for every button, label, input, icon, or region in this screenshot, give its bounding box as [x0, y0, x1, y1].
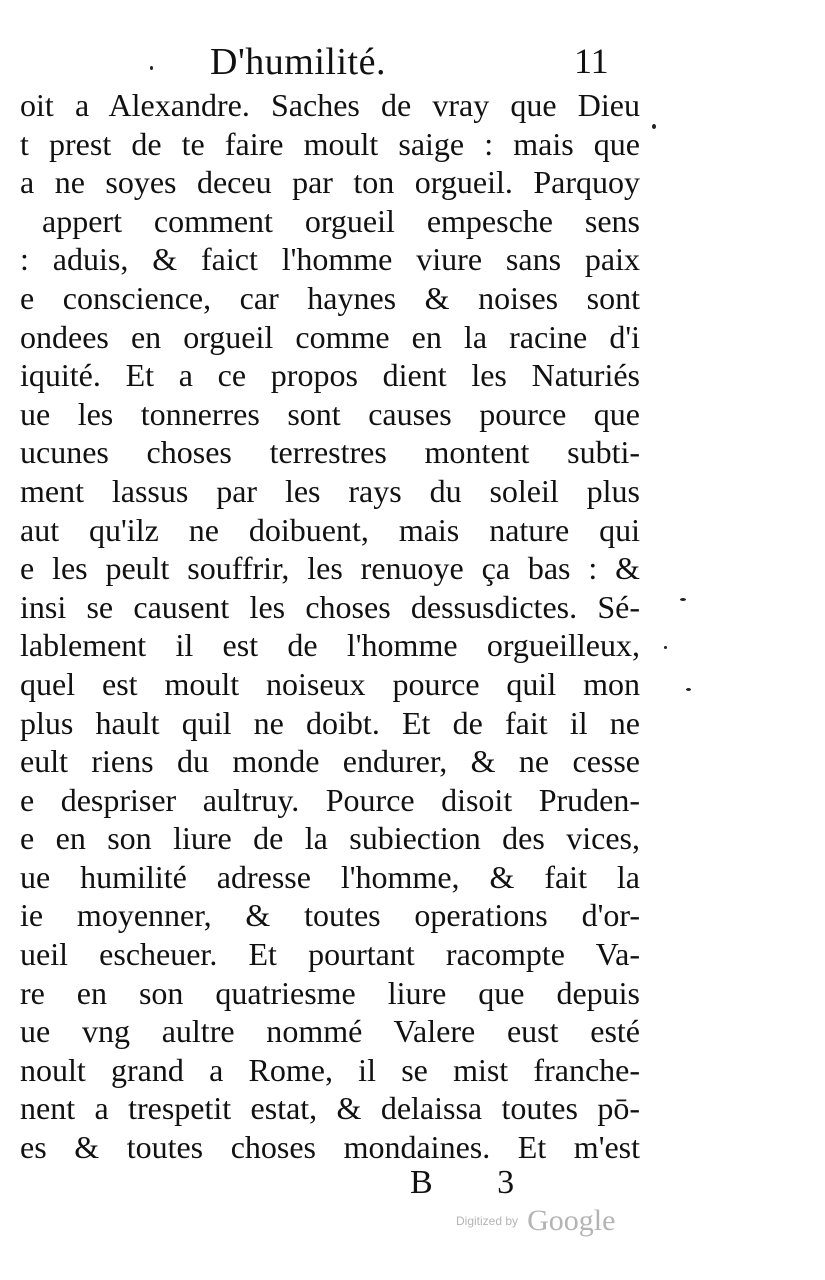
text-line: re en son quatriesme liure que depuis — [20, 974, 640, 1011]
text-line: lablement il est de l'homme orgueilleux, — [20, 627, 640, 664]
text-line: e conscience, car haynes & noises sont — [20, 279, 640, 316]
text-line: e en son liure de la subiection des vices, — [20, 820, 640, 857]
text-line: ie moyenner, & toutes operations d'or- — [20, 897, 640, 934]
body-text — [20, 86, 640, 1167]
text-line: ue humilité adresse l'homme, & fait la — [20, 858, 640, 895]
signature-mark: B 3 — [410, 1164, 543, 1201]
text-line: ueil escheuer. Et pourtant racompte Va- — [20, 936, 640, 973]
text-line: ondees en orgueil comme en la racine d'i — [20, 318, 640, 355]
text-line: oit a Alexandre. Saches de vray que Dieu — [20, 87, 640, 123]
text-line: e despriser aultruy. Pource disoit Pruden- — [20, 781, 640, 818]
digitized-watermark — [456, 1204, 615, 1238]
text-line: aut qu'ilz ne doibuent, mais nature qui — [20, 511, 640, 548]
digitized-prefix: Digitized by — [456, 1214, 519, 1228]
text-line: ue les tonnerres sont causes pource que — [20, 395, 640, 432]
ink-speck — [652, 124, 656, 129]
text-line: ue vng aultre nommé Valere eust esté — [20, 1013, 640, 1050]
text-line: : aduis, & faict l'homme viure sans paix — [20, 241, 640, 278]
page-number: 11 — [574, 41, 609, 81]
text-line: plus hault quil ne doibt. Et de fait il ne — [20, 704, 640, 741]
text-line: appert comment orgueil empesche sens — [42, 202, 640, 239]
google-wordmark: Google — [527, 1204, 616, 1237]
ink-speck — [150, 66, 153, 70]
text-line: iquité. Et a ce propos dient les Naturiés — [20, 357, 640, 394]
text-line: insi se causent les choses dessusdictes. Sé- — [20, 588, 640, 625]
text-line: noult grand a Rome, il se mist franche- — [20, 1051, 640, 1088]
text-line: es & toutes choses mondaines. Et m'est — [20, 1129, 640, 1166]
ink-speck — [680, 598, 686, 601]
text-line: eult riens du monde endurer, & ne cesse — [20, 743, 640, 780]
text-line: e les peult souffrir, les renuoye ça bas : & — [20, 550, 640, 587]
text-line: a ne soyes deceu par ton orgueil. Parquoy — [20, 164, 640, 201]
running-head: D'humilité. — [210, 41, 386, 83]
text-line: quel est moult noiseux pource quil mon — [20, 665, 640, 702]
text-line: ucunes choses terrestres montent subti- — [20, 434, 640, 471]
text-line: t prest de te faire moult saige : mais que — [20, 125, 640, 162]
ink-speck — [686, 688, 691, 691]
text-line: nent a trespetit estat, & delaissa toutes pō- — [20, 1090, 640, 1127]
text-line: ment lassus par les rays du soleil plus — [20, 472, 640, 509]
ink-speck — [664, 646, 667, 649]
